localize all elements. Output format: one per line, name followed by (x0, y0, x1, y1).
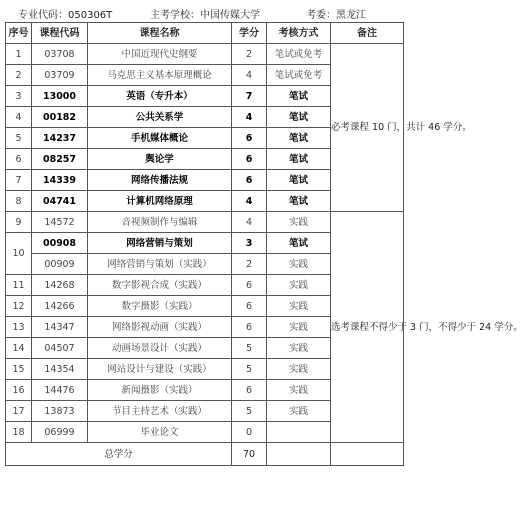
row-credit: 6 (232, 275, 267, 296)
row-code: 00908 (32, 233, 88, 254)
row-code: 14572 (32, 212, 88, 233)
col-note: 备注 (331, 23, 404, 44)
exam-committee: 考委：黑龙江 (306, 10, 366, 21)
course-table (5, 22, 523, 466)
total-label: 总学分 (6, 443, 232, 466)
row-name: 网络营销与策划（实践） (88, 254, 232, 275)
row-name: 公共关系学 (88, 107, 232, 128)
row-code: 14268 (32, 275, 88, 296)
table-header-info (0, 6, 409, 20)
row-code: 03709 (32, 65, 88, 86)
row-code: 03708 (32, 44, 88, 65)
row-credit: 6 (232, 128, 267, 149)
table-header-row (6, 23, 404, 44)
note-required: 必考课程 10 门，共计 46 学分。 (331, 44, 404, 212)
row-exam: 笔试 (267, 149, 331, 170)
row-seq: 2 (6, 65, 32, 86)
row-exam: 笔试 (267, 170, 331, 191)
table-row (6, 212, 404, 233)
col-exam: 考核方式 (267, 23, 331, 44)
col-name: 课程名称 (88, 23, 232, 44)
row-credit: 4 (232, 212, 267, 233)
row-seq: 16 (6, 380, 32, 401)
row-seq: 10 (6, 233, 32, 275)
row-name: 英语（专升本） (88, 86, 232, 107)
row-exam (267, 422, 331, 443)
row-credit: 5 (232, 359, 267, 380)
row-code: 14347 (32, 317, 88, 338)
row-code: 14476 (32, 380, 88, 401)
row-name: 网站设计与建设（实践） (88, 359, 232, 380)
row-name: 节目主持艺术（实践） (88, 401, 232, 422)
row-name: 手机媒体概论 (88, 128, 232, 149)
row-name: 网络营销与策划 (88, 233, 232, 254)
row-exam: 实践 (267, 359, 331, 380)
major-code: 专业代码：050306T (18, 10, 113, 21)
row-seq: 13 (6, 317, 32, 338)
row-exam: 笔试 (267, 86, 331, 107)
row-exam: 笔试或免考 (267, 44, 331, 65)
row-code: 06999 (32, 422, 88, 443)
col-seq: 序号 (6, 23, 32, 44)
row-exam: 笔试 (267, 233, 331, 254)
row-exam: 实践 (267, 275, 331, 296)
row-name: 计算机网络原理 (88, 191, 232, 212)
row-credit: 6 (232, 317, 267, 338)
col-credit: 学分 (232, 23, 267, 44)
row-code: 13000 (32, 86, 88, 107)
row-seq: 1 (6, 44, 32, 65)
row-exam: 实践 (267, 401, 331, 422)
row-name: 舆论学 (88, 149, 232, 170)
row-exam: 笔试 (267, 191, 331, 212)
row-seq: 3 (6, 86, 32, 107)
row-credit: 2 (232, 254, 267, 275)
row-credit: 2 (232, 44, 267, 65)
row-seq: 8 (6, 191, 32, 212)
row-credit: 7 (232, 86, 267, 107)
row-name: 动画场景设计（实践） (88, 338, 232, 359)
row-seq: 5 (6, 128, 32, 149)
row-credit: 0 (232, 422, 267, 443)
row-credit: 5 (232, 338, 267, 359)
row-code: 04741 (32, 191, 88, 212)
row-seq: 6 (6, 149, 32, 170)
note-elective: 选考课程不得少于 3 门，不得少于 24 学分。 (331, 212, 404, 443)
row-seq: 12 (6, 296, 32, 317)
row-code: 00182 (32, 107, 88, 128)
row-name: 马克思主义基本原理概论 (88, 65, 232, 86)
row-code: 14237 (32, 128, 88, 149)
row-credit: 4 (232, 107, 267, 128)
row-exam: 笔试 (267, 107, 331, 128)
col-code: 课程代码 (32, 23, 88, 44)
exam-school: 主考学校：中国传媒大学 (150, 10, 260, 21)
row-name: 音视频制作与编辑 (88, 212, 232, 233)
row-exam: 实践 (267, 317, 331, 338)
row-code: 14354 (32, 359, 88, 380)
row-exam: 实践 (267, 254, 331, 275)
row-name: 毕业论文 (88, 422, 232, 443)
row-credit: 6 (232, 296, 267, 317)
row-credit: 6 (232, 170, 267, 191)
row-seq: 18 (6, 422, 32, 443)
row-seq: 4 (6, 107, 32, 128)
total-value: 70 (232, 443, 267, 466)
row-credit: 4 (232, 65, 267, 86)
row-code: 00909 (32, 254, 88, 275)
row-credit: 4 (232, 191, 267, 212)
row-exam: 实践 (267, 380, 331, 401)
row-name: 数字影视合成（实践） (88, 275, 232, 296)
row-seq: 17 (6, 401, 32, 422)
row-seq: 11 (6, 275, 32, 296)
row-seq: 9 (6, 212, 32, 233)
row-credit: 6 (232, 149, 267, 170)
row-code: 13873 (32, 401, 88, 422)
row-credit: 3 (232, 233, 267, 254)
row-seq: 7 (6, 170, 32, 191)
row-name: 网络影视动画（实践） (88, 317, 232, 338)
row-exam: 实践 (267, 296, 331, 317)
row-exam: 实践 (267, 212, 331, 233)
total-row (6, 443, 404, 466)
row-credit: 6 (232, 380, 267, 401)
row-seq: 14 (6, 338, 32, 359)
row-exam: 实践 (267, 338, 331, 359)
row-name: 中国近现代史纲要 (88, 44, 232, 65)
row-code: 04507 (32, 338, 88, 359)
row-exam: 笔试或免考 (267, 65, 331, 86)
row-credit: 5 (232, 401, 267, 422)
row-code: 08257 (32, 149, 88, 170)
row-code: 14266 (32, 296, 88, 317)
row-name: 数字摄影（实践） (88, 296, 232, 317)
row-name: 网络传播法规 (88, 170, 232, 191)
table-row (6, 44, 404, 65)
row-code: 14339 (32, 170, 88, 191)
row-name: 新闻摄影（实践） (88, 380, 232, 401)
row-exam: 笔试 (267, 128, 331, 149)
row-seq: 15 (6, 359, 32, 380)
